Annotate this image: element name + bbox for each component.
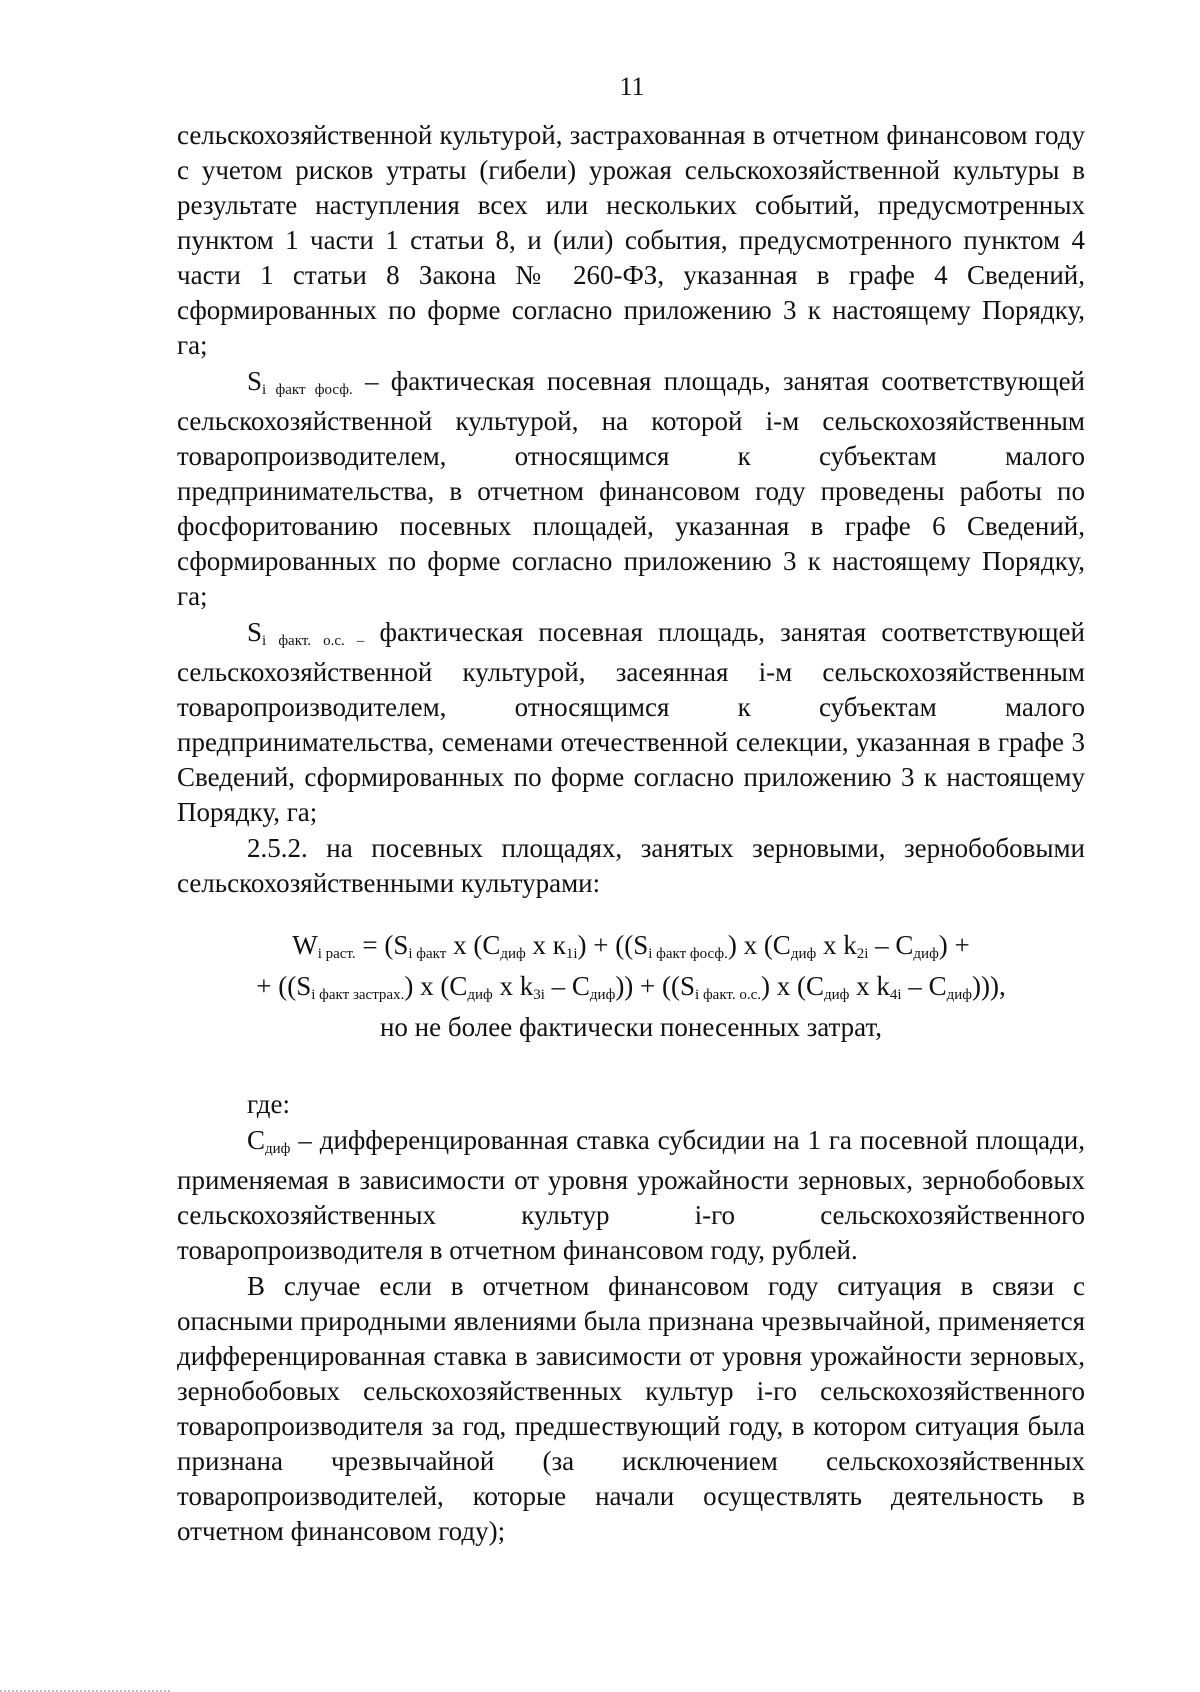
definition-text: – дифференцированная ставка субсидии на 1 га посевной площади, применяемая в зависимости от уровня урожайности зерновых, зернобобовых сельскохозяйственных культур i-го сельскохозяйственного товаропроизводителя в отчетном финансовом году, рублей. [177,1125,1085,1265]
formula-block [177,927,1085,1045]
formula-line-1: Wi раст. = (Si факт x (Cдиф x к1i) + ((Si факт фосф.) x (Cдиф x k2i – Cдиф) + [292,930,970,962]
scan-artifact [0,1686,170,1692]
definition-c-dif [177,1123,1085,1268]
symbol-subscript: i факт. о.с. – [262,633,365,649]
page-number: 11 [619,72,645,101]
definition-s-fact-os [177,615,1085,830]
emergency-paragraph: В случае если в отчетном финансовом году ситуация в связи с опасными природными явлениями была признана чрезвычайной, применяется дифференцированная ставка в зависимости от уровня урожайности зерновых, зернобобовых сельскохозяйственных культур i-го сельскохозяйственного товаропроизводителя за год, предшествующий году, в котором ситуация была признана чрезвычайной (за исключением сельскохозяйственных товаропроизводителей, которые начали осуществлять деятельность в отчетном финансовом году); [177,1271,1085,1546]
formula-line-3: но не более фактически понесенных затрат, [379,1012,882,1042]
definition-text: – фактическая посевная площадь, занятая соответствующей сельскохозяйственной культурой, на которой i-м сельскохозяйственным товаропроизводителем, относящимся к субъектам малого предпринимательства, в отчетном финансовом году проведены работы по фосфоритованию посевных площадей, указанная в графе 6 Сведений, сформированных по форме согласно приложению 3 к настоящему Порядку, га; [177,366,1085,611]
symbol-subscript: диф [265,1141,291,1157]
symbol-s: S [247,366,263,396]
symbol-subscript: i факт фосф. [262,382,353,398]
symbol-c: C [247,1125,266,1155]
definition-text: фактическая посевная площадь, занятая соответствующей сельскохозяйственной культурой, засеянная i-м сельскохозяйственным товаропроизводителем, относящимся к субъектам малого предпринимательства, семенами отечественной селекции, указанная в графе 3 Сведений, сформированных по форме согласно приложению 3 к настоящему Порядку, га; [177,617,1085,827]
clause-2-5-2: 2.5.2. на посевных площадях, занятых зерновыми, зернобобовыми сельскохозяйственными культурами: [177,833,1085,898]
symbol-s: S [247,617,263,647]
paragraph-continuation: сельскохозяйственной культурой, застрахованная в отчетном финансовом году с учетом рисков утраты (гибели) урожая сельскохозяйственной культуры в результате наступления всех или нескольких событий, предусмотренных пунктом 1 части 1 статьи 8, и (или) события, предусмотренного пунктом 4 части 1 статьи 8 Закона № 260-ФЗ, указанная в графе 4 Сведений, сформированных по форме согласно приложению 3 к настоящему Порядку, га; [177,120,1085,360]
where-label: где: [247,1089,290,1119]
definition-s-fact-fosf [177,364,1085,614]
formula-line-2: + ((Si факт застрах.) x (Cдиф x k3i – Cдиф)) + ((Si факт. о.с.) x (Cдиф x k4i – Cдиф))), [256,971,1006,1003]
document-body [177,118,1085,1550]
